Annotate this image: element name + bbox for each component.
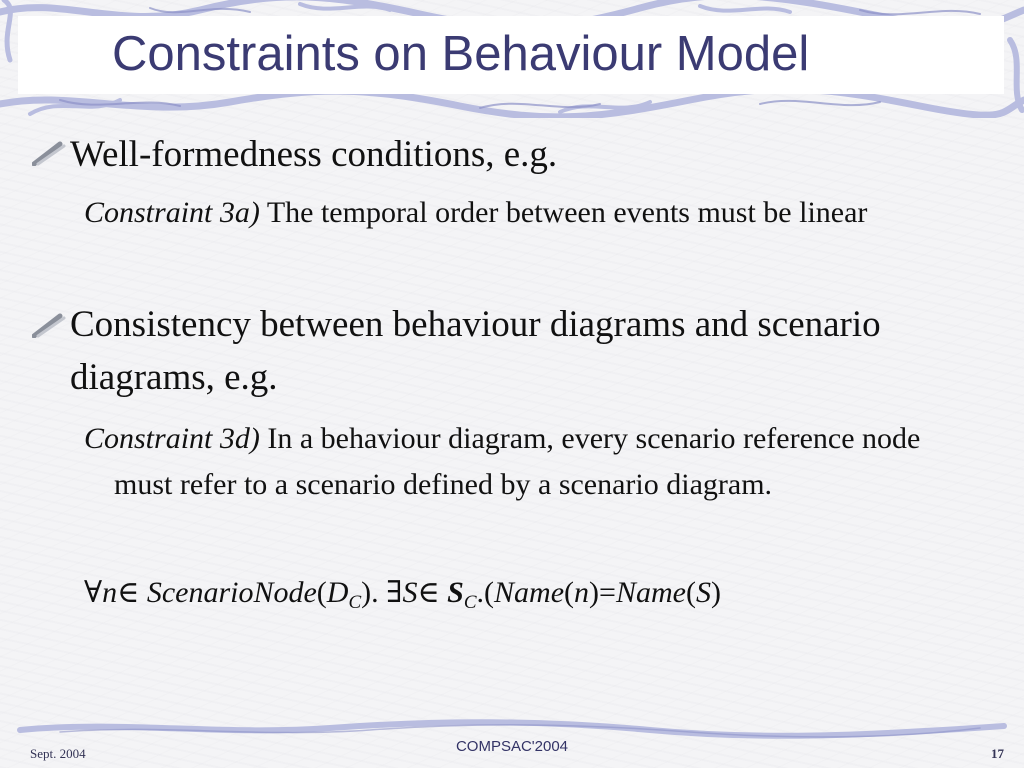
slide-number: 17	[991, 746, 1004, 761]
constraint-text-3a: The temporal order between events must be linear	[259, 196, 868, 229]
forall-symbol: ∀	[84, 576, 103, 609]
formula-sub-c: C	[463, 592, 477, 613]
bullet-text-1: Well-formedness conditions, e.g.	[70, 134, 558, 175]
constraint-label-3a: Constraint 3a)	[84, 196, 260, 229]
formula-paren: (	[564, 576, 575, 609]
formula-sub-c: C	[348, 592, 362, 613]
formula-name: Name	[615, 576, 686, 609]
bullet-text-2: Consistency between behaviour diagrams and scenario diagrams, e.g.	[70, 304, 881, 398]
footer-swirl-decoration	[0, 716, 1024, 740]
element-of-symbol: ∈	[117, 576, 140, 609]
sub-bullet-constraint-3d	[84, 416, 984, 508]
formula-equals: )=	[589, 576, 616, 609]
formula-var-n: n	[574, 576, 590, 609]
formula-name: Name	[494, 576, 565, 609]
formula-scenario-node: ScenarioNode	[146, 576, 317, 609]
exists-symbol: ∃	[386, 576, 403, 609]
formula-set-s: S	[447, 576, 464, 609]
formula-var-d: D	[326, 576, 349, 609]
formula-var-s: S	[695, 576, 711, 609]
slide-title: Constraints on Behaviour Model	[112, 27, 810, 81]
sub-bullet-constraint-3a	[84, 190, 984, 236]
quill-bullet-icon	[32, 312, 66, 338]
constraint-text-3d: In a behaviour diagram, every scenario reference node must refer to a scenario defined by a scenario diagram.	[114, 422, 921, 501]
formula-paren: (	[685, 576, 696, 609]
constraint-label-3d: Constraint 3d)	[84, 422, 260, 455]
formula-close: )	[710, 576, 721, 609]
footer-conference: COMPSAC'2004	[455, 738, 569, 755]
constraint-formula	[84, 570, 721, 616]
footer-date: Sept. 2004	[30, 746, 86, 761]
formula-close: ).	[361, 576, 387, 609]
formula-dot: .(	[476, 576, 495, 609]
formula-var-n: n	[102, 576, 118, 609]
element-of-symbol: ∈	[417, 576, 440, 609]
quill-bullet-icon	[32, 140, 66, 166]
formula-var-s: S	[402, 576, 418, 609]
formula-paren: (	[316, 576, 327, 609]
